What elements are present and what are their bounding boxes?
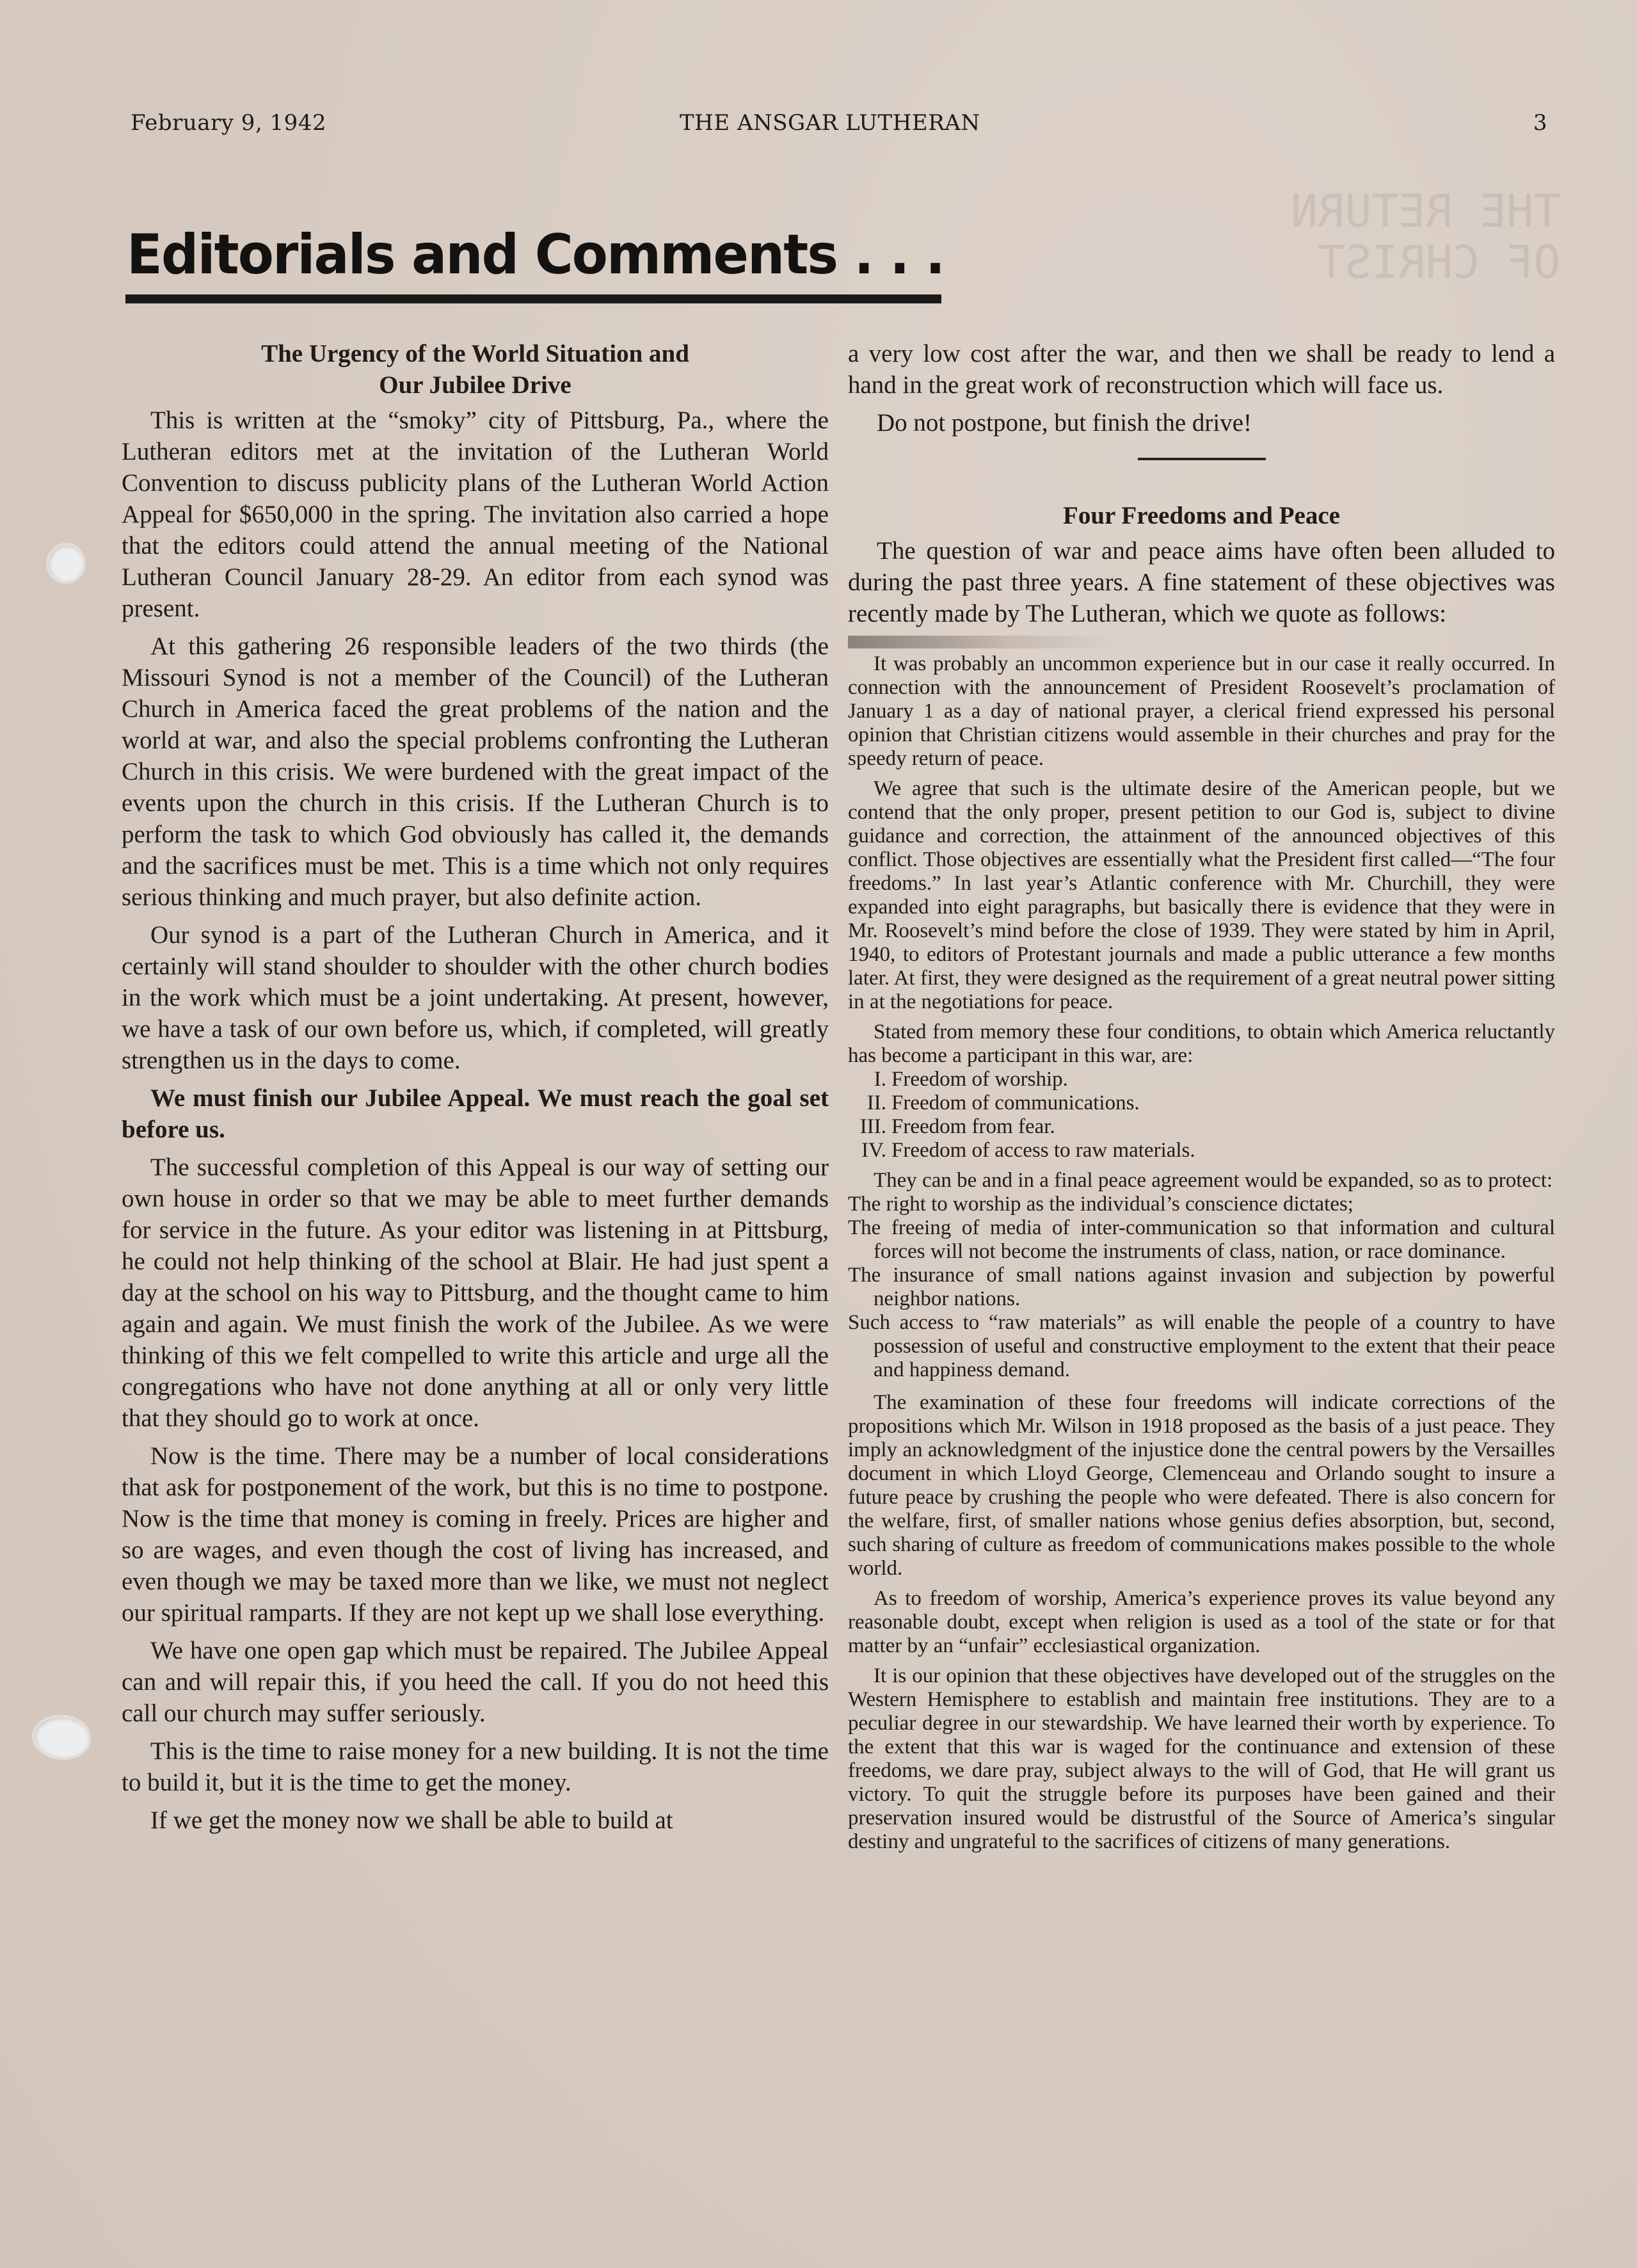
publication-name: THE ANSGAR LUTHERAN [680,110,980,136]
article-title-line: Our Jubilee Drive [379,371,571,399]
quote-paragraph: The examination of these four freedoms will indicate corrections of the propositions which Mr. Wilson in 1918 proposed as the basis of a just peace. They imply an acknowledgment of the injustice done the central powers by the Versailles document in which Lloyd George, Clemenceau and Orlando sought to insure a future peace by crushing the people who were defeated. There is also concern for the welfare, first, of smaller nations whose genius defies absorption, but, second, such sharing of culture as freedom of communications makes possible to the whole world. [848,1391,1555,1580]
freedom-numeral: II. [866,1091,886,1114]
protection-item: The freeing of media of inter-communication so that information and cultural forces will not become the instruments of class, nation, or race dominance. [848,1216,1555,1263]
title-rule [125,294,941,303]
paragraph: Our synod is a part of the Lutheran Church in America, and it certainly will stand shoulder to shoulder with the other church bodies in the work which must be a joint undertaking. At present, however, we have a task of our own before us, which, if completed, will greatly strengthen us in the days to come. [122,921,829,1074]
paragraph: We have one open gap which must be repaired. The Jubilee Appeal can and will repair this, if you heed the call. If you do not heed this call our church may suffer seriously. [122,1637,829,1727]
freedom-text: Freedom from fear. [891,1115,1055,1138]
paragraph: At this gathering 26 responsible leaders of the two thirds (the Missouri Synod is not a member of the Council) of the Lutheran Church in America faced the great problems of the nation and the world at war, and also the special problems confronting the Lutheran Church in this crisis. We were burdened with the great impact of the events upon the church in this crisis. If the Lutheran Church is to perform the task to which God obviously has called it, the demands and the sacrifices must be met. This is a time which not only requires serious thinking and much prayer, but also definite action. [122,632,829,911]
ink-smudge [848,636,1117,648]
quote-paragraph: As to freedom of worship, America’s experience proves its value beyond any reasonable doubt, except when religion is used as a tool of the state or for that matter by an “unfair” ecclesiastical organization. [848,1587,1555,1657]
paragraph-continued: a very low cost after the war, and then we shall be ready to lend a hand in the great work of reconstruction which will face us. [848,340,1555,399]
page-number: 3 [1533,110,1547,136]
freedom-item [848,1139,1555,1162]
article-divider [1138,458,1266,460]
freedom-item [848,1115,1555,1139]
quoted-text [848,652,1555,1854]
freedom-numeral: III. [859,1115,886,1138]
right-column [848,338,1555,1860]
article-title-line: The Urgency of the World Situation and [261,340,689,367]
binder-hole-top [49,545,83,581]
bleed-through-line: OF CHRIST [1317,236,1560,289]
issue-date: February 9, 1942 [131,110,327,136]
freedom-item [848,1091,1555,1115]
paragraph: This is the time to raise money for a new building. It is not the time to build it, but it is the time to get the money. [122,1737,829,1796]
quote-paragraph: We agree that such is the ultimate desire of the American people, but we contend that the only proper, present petition to our God is, subject to divine guidance and correction, the attainment of the announced objectives of this conflict. Those objectives are essentially what the President first called—“The four freedoms.” In last year’s Atlantic conference with Mr. Churchill, they were expanded into eight paragraphs, but basically there is evidence that they were in Mr. Roosevelt’s mind before the close of 1939. They were stated by him in April, 1940, to editors of Protestant journals and made a public utterance a few months later. At first, they were designed as the requirement of a great neutral power sitting in at the negotiations for peace. [848,777,1555,1013]
freedom-numeral: IV. [861,1139,886,1162]
emphasis-paragraph: We must finish our Jubilee Appeal. We must reach the goal set before us. [122,1084,829,1143]
running-header [128,110,1547,142]
article-title: Four Freedoms and Peace [1063,502,1340,529]
freedom-numeral: I. [874,1068,886,1091]
binder-hole-bottom [35,1717,88,1757]
quote-paragraph: They can be and in a final peace agreement would be expanded, so as to protect: [874,1169,1553,1192]
section-title: Editorials and Comments . . . [127,223,945,287]
paragraph: This is written at the “smoky” city of Pittsburg, Pa., where the Lutheran editors met at the invitation of the Lutheran World Convention to discuss publicity plans of the Lutheran World Action Appeal for $650,000 in the spring. The invitation also carried a hope that the editors could attend the annual meeting of the National Lutheran Council January 28-29. An editor from each synod was present. [122,406,829,622]
article-title [122,338,829,401]
protection-item: The right to worship as the individual’s conscience dictates; [848,1193,1354,1216]
paragraph: Do not postpone, but finish the drive! [877,409,1252,437]
freedom-item [848,1068,1555,1091]
bleed-through-line: THE RETURN [1290,185,1560,237]
protection-item: Such access to “raw materials” as will enable the people of a country to have possession of useful and constructive employment to the extent that their peace and happiness demand. [848,1311,1555,1381]
paragraph: If we get the money now we shall be able to build at [150,1806,673,1834]
quote-paragraph: Stated from memory these four conditions, to obtain which America reluctantly has become a participant in this war, are: [848,1020,1555,1067]
freedoms-list [848,1068,1555,1162]
paragraph: Now is the time. There may be a number of local considerations that ask for postponement of the work, but this is no time to postpone. Now is the time that money is coming in freely. Prices are higher and so are wages, and even though the cost of living has increased, and even though we may be taxed more than we like, we must not neglect our spiritual ramparts. If they are not kept up we shall lose everything. [122,1442,829,1627]
paragraph: The successful completion of this Appeal is our way of setting our own house in order so that we may be able to meet further demands for service in the future. As your editor was listening in at Pittsburg, he could not help thinking of the school at Blair. He had just spent a day at the school on his way to Pittsburg, and the thought came to him again and again. We must finish the work of the Jubilee. As we were thinking of this we felt compelled to write this article and urge all the congregations who have not done anything at all or only very little that they should go to work at once. [122,1154,829,1432]
bleed-through-text [1291,186,1560,288]
left-column [122,338,829,1842]
quote-paragraph: It is our opinion that these objectives have developed out of the struggles on the Western Hemisphere to establish and maintain free institutions. They are to a peculiar degree in our stewardship. We have learned their worth by experience. To the extent that this war is waged for the continuance and extension of these freedoms, we dare pray, subject always to the will of God, that He will grant us victory. To quit the struggle before its purposes have been gained and their preservation insured would be distrustful of the Source of America’s singular destiny and ungrateful to the sacrifices of citizens of many generations. [848,1664,1555,1853]
paragraph: The question of war and peace aims have often been alluded to during the past three years. A fine statement of these objectives was recently made by The Lutheran, which we quote as follows: [848,537,1555,627]
freedom-text: Freedom of communications. [891,1091,1140,1114]
freedom-text: Freedom of access to raw materials. [891,1139,1195,1162]
protection-item: The insurance of small nations against invasion and subjection by powerful neighbor nations. [848,1264,1555,1310]
quote-paragraph: It was probably an uncommon experience but in our case it really occurred. In connection with the announcement of President Roosevelt’s proclamation of January 1 as a day of national prayer, a clerical friend expressed his personal opinion that Christian citizens would assemble in their churches and pray for the speedy return of peace. [848,652,1555,770]
freedom-text: Freedom of worship. [891,1068,1068,1091]
